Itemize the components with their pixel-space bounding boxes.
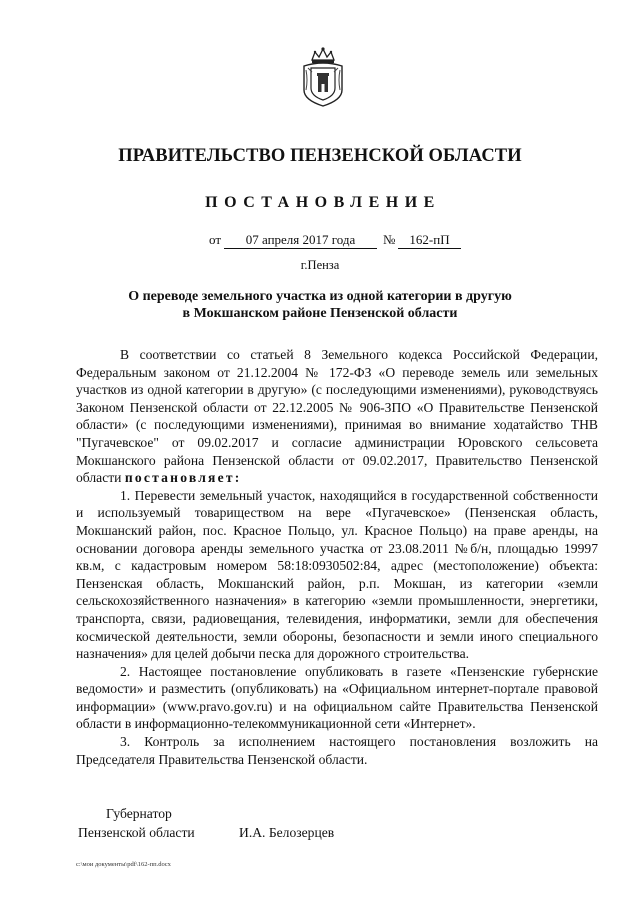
document-body bbox=[76, 346, 598, 768]
document-date: 07 апреля 2017 года bbox=[224, 232, 377, 249]
signer-position-line-1: Губернатор bbox=[106, 806, 172, 821]
subject-line-2: в Мокшанском районе Пензенской области bbox=[182, 306, 458, 321]
date-number-line bbox=[0, 232, 640, 250]
subject-line-1: О переводе земельного участка из одной категории в другую bbox=[128, 289, 512, 304]
file-path-footer: c:\мои документы\pdf\162-пп.docx bbox=[76, 861, 171, 868]
document-subject bbox=[60, 288, 580, 322]
date-prefix: от bbox=[209, 232, 222, 247]
item-2-paragraph: 2. Настоящее постановление опубликовать в газете «Пензенские губернские ведомости» и разместить (опубликовать) на «Официальном интернет-портале правовой информации» (www.pravo.gov.ru) и на официальном сайте Правительства Пензенской области в информационно-телекоммуникационной сети «Интернет». bbox=[76, 663, 598, 732]
decree-word: постановляет: bbox=[124, 470, 242, 486]
coat-of-arms-icon bbox=[298, 46, 348, 108]
city: г.Пенза bbox=[300, 258, 340, 272]
signer-position-line-2: Пензенской области bbox=[78, 825, 195, 840]
item-1-paragraph: 1. Перевести земельный участок, находящийся в государственной собственности и используемый товариществом на вере «Пугачевское» (Пензенская область, Мокшанский район, пос. Красное Польцо, ул. Красное Польцо) на праве аренды, на основании договора аренды земельного участка от 23.08.2011 №б/н, площадью 19997 кв.м, с кадастровым номером 58:18:0930502:84, адрес (местоположение) объекта: Пензенская область, Мокшанский район, р.п. Мокшан, из категории «земли сельскохозяйственного назначения» в категорию «земли промышленности, энергетики, транспорта, связи, радиовещания, телевидения, информатики, земли для обеспечения космической деятельности, земли обороны, безопасности и земли иного специального назначения» для целей добычи песка для дорожного строительства. bbox=[76, 487, 598, 662]
document-type: ПОСТАНОВЛЕНИЕ bbox=[205, 194, 441, 211]
signer-name: И.А. Белозерцев bbox=[239, 825, 335, 840]
number-prefix: № bbox=[383, 232, 396, 247]
item-3-paragraph: 3. Контроль за исполнением настоящего постановления возложить на Председателя Правительства Пензенской области. bbox=[76, 734, 598, 767]
preamble-paragraph bbox=[76, 346, 598, 487]
preamble-text: В соответствии со статьей 8 Земельного кодекса Российской Федерации, Федеральным законом от 21.12.2004 № 172-ФЗ «О переводе земель или земельных участков из одной категории в другую» (с последующими изменениями), руководствуясь Законом Пензенской области от 22.12.2005 № 906-ЗПО «О Правительстве Пензенской области» (с последующими изменениями), принимая во внимание ходатайство ТНВ "Пугачевское" от 09.02.2017 и согласие администрации Юровского сельсовета Мокшанского района Пензенской области от 09.02.2017, Правительство Пензенской области bbox=[76, 347, 598, 486]
document-number: 162-пП bbox=[398, 232, 461, 249]
government-title: ПРАВИТЕЛЬСТВО ПЕНЗЕНСКОЙ ОБЛАСТИ bbox=[118, 146, 522, 166]
